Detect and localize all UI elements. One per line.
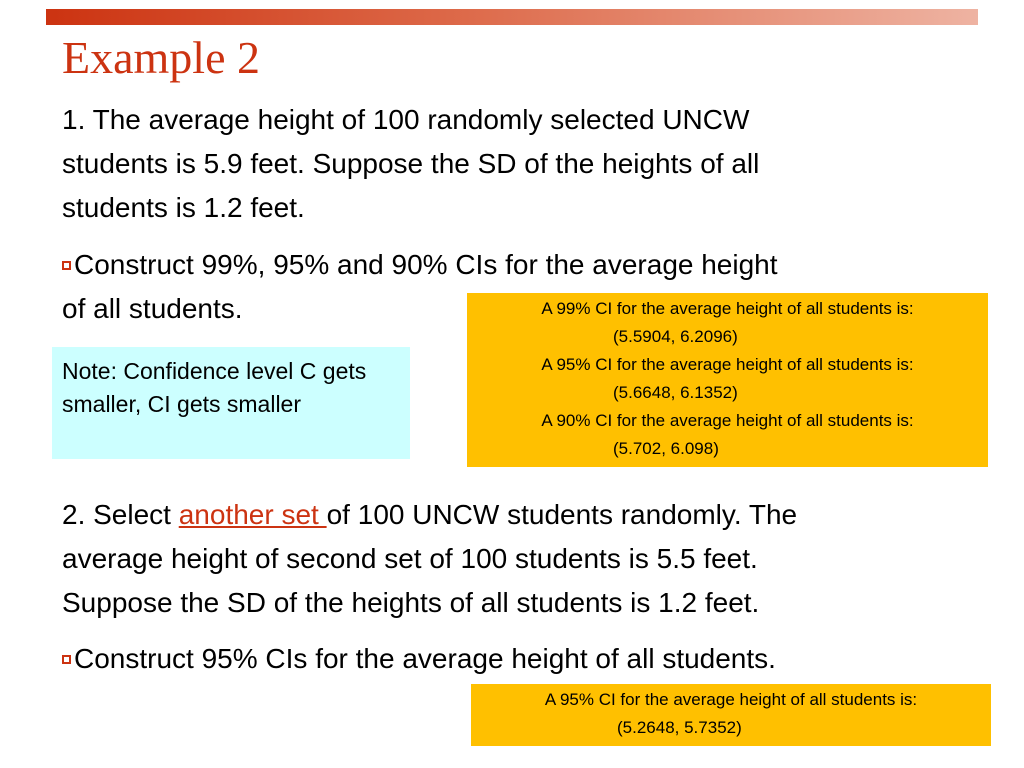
ci-value: (5.2648, 5.7352) bbox=[617, 718, 742, 737]
slide-title: Example 2 bbox=[62, 32, 260, 83]
problem-2-suffix: of 100 UNCW students randomly. The bbox=[326, 499, 798, 530]
ci-label: A 99% CI for the average height of all students is: bbox=[541, 299, 914, 318]
ci-value: (5.702, 6.098) bbox=[613, 439, 719, 458]
bullet-text: Construct 95% CIs for the average height of all students. bbox=[74, 643, 776, 674]
ci-label: A 95% CI for the average height of all students is: bbox=[544, 690, 918, 709]
problem-1-text bbox=[62, 98, 759, 230]
problem-2-bullet bbox=[62, 637, 776, 681]
problem-1-line: 1. The average height of 100 randomly selected UNCW bbox=[62, 104, 750, 135]
answer-box-2 bbox=[471, 684, 991, 746]
problem-1-line: students is 5.9 feet. Suppose the SD of the heights of all bbox=[62, 148, 760, 179]
ci-value: (5.5904, 6.2096) bbox=[613, 327, 738, 346]
bullet-text: of all students. bbox=[62, 293, 243, 324]
problem-2-text bbox=[62, 493, 797, 625]
square-bullet-icon bbox=[62, 261, 71, 270]
problem-2-prefix: 2. Select bbox=[62, 499, 179, 530]
square-bullet-icon bbox=[62, 655, 71, 664]
note-text: Note: Confidence level C gets smaller, CI gets smaller bbox=[62, 358, 367, 417]
title-accent-bar bbox=[46, 9, 978, 25]
another-set-link[interactable]: another set bbox=[178, 499, 327, 530]
problem-1-line: students is 1.2 feet. bbox=[62, 192, 305, 223]
ci-label: A 90% CI for the average height of all students is: bbox=[541, 411, 914, 430]
note-box bbox=[52, 347, 410, 459]
problem-2-line: average height of second set of 100 students is 5.5 feet. bbox=[62, 543, 758, 574]
bullet-text: Construct 99%, 95% and 90% CIs for the average height bbox=[74, 249, 778, 280]
ci-label: A 95% CI for the average height of all students is: bbox=[541, 355, 914, 374]
answer-box-1 bbox=[467, 293, 988, 467]
ci-value: (5.6648, 6.1352) bbox=[613, 383, 738, 402]
problem-2-line: Suppose the SD of the heights of all students is 1.2 feet. bbox=[62, 587, 760, 618]
